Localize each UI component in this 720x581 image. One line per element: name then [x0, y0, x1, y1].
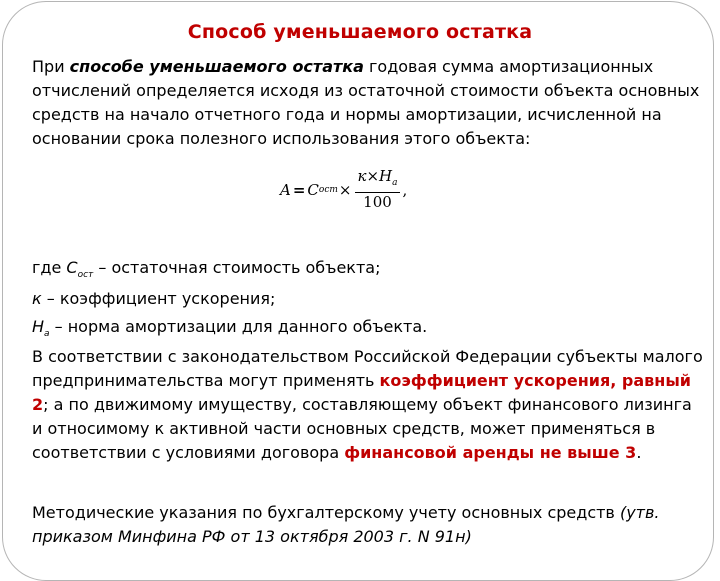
law-text-3: .	[636, 443, 642, 462]
def1-prefix: где	[32, 258, 67, 277]
def2-var: к	[32, 289, 42, 308]
law-highlight-coefficient: коэффициент ускорения, равный 2	[32, 371, 692, 414]
law-paragraph	[32, 345, 704, 465]
method-italic: (утв. приказом Минфина РФ от 13 октября 2003 г. N 91н)	[32, 503, 660, 546]
def1-sub: ост	[77, 270, 94, 281]
def1-var: C	[66, 258, 78, 277]
law-highlight-lease: финансовой аренды не выше 3	[344, 443, 637, 462]
formula-eq: =	[292, 181, 306, 199]
def3-sub: а	[44, 329, 50, 340]
law-text-1: В соответствии с законодательством Российской Федерации субъекты малого предпринимательства могут применять	[32, 347, 703, 390]
formula-numerator	[355, 168, 399, 193]
intro-text: годовая сумма амортизационных отчислений определяется исходя из остаточной стоимости объекта основных средств на начало отчетного года и нормы амортизации, исчисленной на основании срока полезного использования этого объекта:	[32, 57, 700, 148]
def3-text: – норма амортизации для данного объекта.	[49, 317, 428, 336]
definition-c-ost	[32, 256, 704, 287]
formula-times: ×	[338, 181, 352, 199]
formula-lhs: A	[280, 181, 291, 199]
definition-h-a	[32, 315, 704, 346]
method-paragraph	[32, 501, 704, 549]
def1-text: – остаточная стоимость объекта;	[93, 258, 381, 277]
definition-k	[32, 287, 704, 311]
formula-c-sub: ост	[318, 185, 338, 195]
formula-num-times: ×	[366, 167, 380, 185]
formula-fraction	[355, 168, 399, 212]
formula-denominator: 100	[363, 193, 392, 211]
intro-paragraph	[32, 55, 704, 151]
slide-title: Способ уменьшаемого остатка	[187, 21, 533, 43]
law-text-2: ; а по движимому имуществу, составляющему объект финансового лизинга и относимому к активной части основных средств, может применяться в соответствии с условиями договора	[32, 395, 692, 462]
formula-num-h: H	[379, 167, 393, 185]
formula-num-k: к	[357, 167, 367, 185]
def3-var: H	[32, 317, 45, 336]
formula-num-h-sub: а	[392, 178, 398, 188]
intro-prefix: При	[32, 57, 70, 76]
method-text: Методические указания по бухгалтерскому учету основных средств	[32, 503, 620, 522]
formula-comma: ,	[402, 181, 408, 199]
intro-term: способе уменьшаемого остатка	[69, 57, 364, 76]
formula-c: C	[307, 181, 319, 199]
def2-text: – коэффициент ускорения;	[41, 289, 276, 308]
depreciation-formula	[280, 167, 408, 211]
